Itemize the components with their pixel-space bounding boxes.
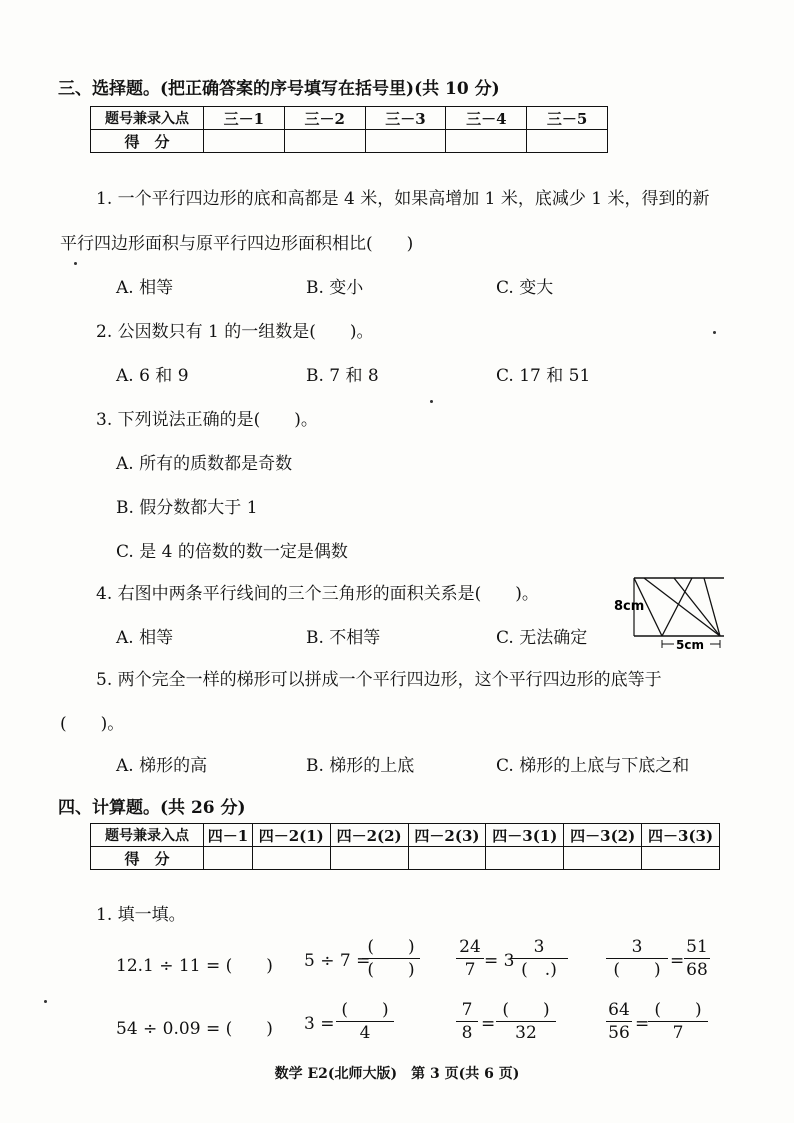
triangles-figure — [614, 574, 730, 650]
score-col-1: 三－1 — [204, 107, 285, 130]
score-col-4: 四－2(3) — [408, 824, 486, 847]
fraction-numerator: ( ) — [367, 937, 415, 957]
scan-speck — [713, 331, 716, 334]
q2-option-a[interactable]: A. 6 和 9 — [116, 366, 189, 386]
score-cell[interactable] — [204, 130, 285, 153]
fraction-numerator: ( ) — [502, 1000, 550, 1020]
scan-speck — [74, 262, 77, 265]
triangle-edge — [662, 578, 692, 636]
score-cell[interactable] — [527, 130, 608, 153]
table-header-label: 题号兼录入点 — [91, 107, 204, 130]
q4-option-a[interactable]: A. 相等 — [116, 628, 174, 648]
equals-sign: = — [481, 1014, 496, 1034]
fraction-denominator: 68 — [686, 960, 708, 980]
calc-expr-5[interactable]: 54 ÷ 0.09 = ( ) — [116, 1019, 273, 1039]
q3-line1: 3. 下列说法正确的是( )。 — [96, 410, 318, 430]
q1-option-a[interactable]: A. 相等 — [116, 278, 174, 298]
triangle-edge — [674, 578, 720, 636]
q5-line1: 5. 两个完全一样的梯形可以拼成一个平行四边形，这个平行四边形的底等于 — [96, 670, 662, 690]
fraction-denominator: 4 — [359, 1023, 371, 1043]
score-col-4: 三－4 — [446, 107, 527, 130]
fraction — [684, 937, 710, 980]
fraction-denominator: ( ) — [367, 960, 415, 980]
page-footer: 数学 E2(北师大版) 第 3 页(共 6 页) — [274, 1066, 520, 1082]
fraction-blank[interactable] — [496, 1000, 556, 1043]
score-col-3: 四－2(2) — [330, 824, 408, 847]
fraction-numerator: 24 — [459, 937, 481, 957]
scan-speck — [430, 400, 433, 403]
score-col-1: 四－1 — [204, 824, 253, 847]
fraction — [606, 1000, 632, 1043]
section4-score-table — [90, 823, 720, 870]
fraction-bar — [456, 958, 484, 959]
score-cell[interactable] — [252, 847, 330, 870]
base-label: 5cm — [676, 638, 704, 650]
q3-option-c[interactable]: C. 是 4 的倍数的数一定是偶数 — [116, 542, 348, 562]
triangle-edge — [704, 578, 720, 636]
q3-option-a[interactable]: A. 所有的质数都是奇数 — [116, 454, 293, 474]
fraction — [456, 937, 484, 980]
q5-line2: ( )。 — [60, 714, 125, 734]
fraction-bar — [510, 958, 568, 959]
score-col-5: 四－3(1) — [486, 824, 564, 847]
score-col-5: 三－5 — [527, 107, 608, 130]
q1-line1: 1. 一个平行四边形的底和高都是 4 米，如果高增加 1 米，底减少 1 米，得到的新 — [96, 189, 710, 209]
fraction-numerator: ( ) — [341, 1000, 389, 1020]
q5-option-b[interactable]: B. 梯形的上底 — [306, 756, 415, 776]
equals-sign: = — [635, 1014, 650, 1034]
score-cell[interactable] — [330, 847, 408, 870]
fraction-blank[interactable] — [510, 937, 568, 980]
fraction-blank[interactable] — [362, 937, 420, 980]
score-cell[interactable] — [564, 847, 642, 870]
q2-option-c[interactable]: C. 17 和 51 — [496, 366, 591, 386]
score-cell[interactable] — [446, 130, 527, 153]
fraction-numerator: 3 — [533, 937, 545, 957]
q3-option-b[interactable]: B. 假分数都大于 1 — [116, 498, 258, 518]
equals-sign: = — [670, 951, 685, 971]
scan-speck — [44, 1000, 47, 1003]
fraction-bar — [362, 958, 420, 959]
q1-option-c[interactable]: C. 变大 — [496, 278, 554, 298]
fraction-denominator: 8 — [461, 1023, 473, 1043]
fraction-blank[interactable] — [648, 1000, 708, 1043]
table-header-label: 题号兼录入点 — [91, 824, 204, 847]
fraction-numerator: 51 — [686, 937, 708, 957]
q4-line1: 4. 右图中两条平行线间的三个三角形的面积关系是( )。 — [96, 584, 539, 604]
score-col-2: 四－2(1) — [252, 824, 330, 847]
fraction-blank[interactable] — [606, 937, 668, 980]
fraction-bar — [648, 1021, 708, 1022]
fraction-denominator: 32 — [515, 1023, 537, 1043]
fraction-bar — [684, 958, 710, 959]
height-label: 8cm — [614, 599, 645, 614]
fraction-numerator: 3 — [631, 937, 643, 957]
fraction-bar — [456, 1021, 478, 1022]
fraction-numerator: ( ) — [654, 1000, 702, 1020]
calc-q1-title: 1. 填一填。 — [96, 905, 186, 925]
score-cell[interactable] — [486, 847, 564, 870]
q4-option-c[interactable]: C. 无法确定 — [496, 628, 588, 648]
score-col-2: 三－2 — [284, 107, 365, 130]
q1-option-b[interactable]: B. 变小 — [306, 278, 364, 298]
q2-option-b[interactable]: B. 7 和 8 — [306, 366, 379, 386]
fraction-denominator: 7 — [464, 960, 476, 980]
fraction-bar — [606, 958, 668, 959]
score-row-label: 得 分 — [91, 847, 204, 870]
fraction-denominator: ( ) — [613, 960, 661, 980]
fraction-denominator: ( .) — [521, 960, 557, 980]
fraction-bar — [496, 1021, 556, 1022]
fraction-denominator: 56 — [608, 1023, 630, 1043]
fraction — [456, 1000, 478, 1043]
score-cell[interactable] — [408, 847, 486, 870]
fraction-bar — [336, 1021, 394, 1022]
score-cell[interactable] — [365, 130, 446, 153]
fraction-bar — [606, 1021, 632, 1022]
calc-expr-2-lhs: 5 ÷ 7 = — [304, 951, 371, 971]
score-cell[interactable] — [642, 847, 720, 870]
section4-title: 四、计算题。(共 26 分) — [58, 798, 246, 818]
fraction-numerator: 7 — [461, 1000, 473, 1020]
triangle-edge — [644, 578, 720, 636]
q2-line1: 2. 公因数只有 1 的一组数是( )。 — [96, 322, 374, 342]
score-col-7: 四－3(3) — [642, 824, 720, 847]
calc-expr-1[interactable]: 12.1 ÷ 11 = ( ) — [116, 956, 273, 976]
score-row-label: 得 分 — [91, 130, 204, 153]
score-cell[interactable] — [204, 847, 253, 870]
q5-option-c[interactable]: C. 梯形的上底与下底之和 — [496, 756, 690, 776]
score-col-6: 四－3(2) — [564, 824, 642, 847]
q5-option-a[interactable]: A. 梯形的高 — [116, 756, 208, 776]
fraction-numerator: 64 — [608, 1000, 630, 1020]
mixed-number-whole: = 3 — [484, 951, 515, 971]
fraction-denominator: 7 — [672, 1023, 684, 1043]
section3-title: 三、选择题。(把正确答案的序号填写在括号里)(共 10 分) — [58, 79, 500, 99]
q1-line2: 平行四边形面积与原平行四边形面积相比( ) — [60, 234, 414, 254]
fraction-blank[interactable] — [336, 1000, 394, 1043]
calc-expr-6-lhs: 3 = — [304, 1014, 335, 1034]
q4-option-b[interactable]: B. 不相等 — [306, 628, 381, 648]
section3-score-table — [90, 106, 608, 153]
score-cell[interactable] — [284, 130, 365, 153]
score-col-3: 三－3 — [365, 107, 446, 130]
